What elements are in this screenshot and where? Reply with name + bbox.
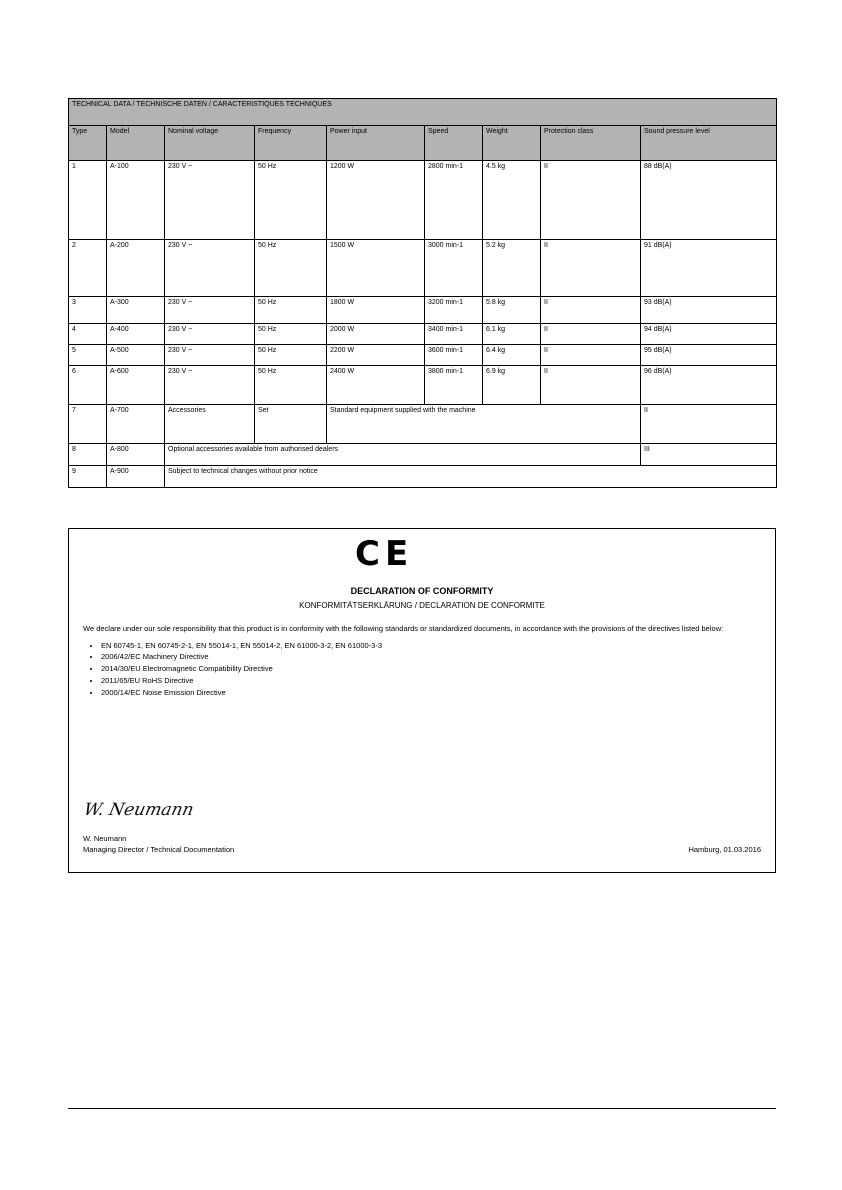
table-row [69,324,777,345]
declaration-paragraph: We declare under our sole responsibility that this product is in conformity with the following standards or standardized documents, in accordance with the provisions of the directives listed below: [83,623,724,633]
place-and-date: Hamburg, 01.03.2016 [688,845,761,855]
signature-image: W. Neumann [81,800,196,821]
cell-sound: 93 dB(A) [641,297,777,324]
signer-role: Managing Director / Technical Documentation [83,845,235,855]
table-title-row [69,99,777,126]
declaration-subtitle: KONFORMITÄTSERKLÄRUNG / DECLARATION DE CONFORMITE [299,601,545,611]
cell-frequency: 50 Hz [255,324,327,345]
table-row-merged [69,444,777,466]
cell-model: A-900 [107,466,165,488]
column-header-frequency: Frequency [255,126,327,161]
declaration-title: DECLARATION OF CONFORMITY [350,586,494,596]
cell-voltage: 230 V ~ [165,366,255,405]
table-row-merged [69,405,777,444]
cell-protection: II [541,345,641,366]
cell-voltage: 230 V ~ [165,324,255,345]
cell-model: A-100 [107,161,165,240]
column-header-protection-class: Protection class [541,126,641,161]
list-item: • EN 60745-1, EN 60745-2-1, EN 55014-1, EN 55014-2, EN 61000-3-2, EN 61000-3-3 [101,641,761,652]
column-header-power-input: Power input [327,126,425,161]
cell-type: 8 [69,444,107,466]
column-header-model: Model [107,126,165,161]
cell-protection: II [541,324,641,345]
list-item: • 2000/14/EC Noise Emission Directive [101,688,761,699]
cell-type: 4 [69,324,107,345]
cell-weight: 5.2 kg [483,240,541,297]
cell-weight: 6.1 kg [483,324,541,345]
cell-type: 1 [69,161,107,240]
cell-protection: II [541,161,641,240]
cell-optional-note: Optional accessories available from authorised dealers [165,444,641,466]
signer-name: W. Neumann [83,834,127,844]
column-header-speed: Speed [425,126,483,161]
cell-model: A-500 [107,345,165,366]
table-title: TECHNICAL DATA / TECHNISCHE DATEN / CARACTERISTIQUES TECHNIQUES [69,99,777,126]
list-item: • 2006/42/EC Machinery Directive [101,652,761,663]
cell-weight: 4.5 kg [483,161,541,240]
table-row [69,240,777,297]
cell-frequency: 50 Hz [255,240,327,297]
cell-voltage: 230 V ~ [165,345,255,366]
cell-accessories-kind: Set [255,405,327,444]
cell-model: A-200 [107,240,165,297]
cell-protection: III [641,444,777,466]
standards-list [101,641,761,699]
list-item: • 2011/65/EU RoHS Directive [101,676,761,687]
cell-voltage: 230 V ~ [165,240,255,297]
cell-speed: 3400 min-1 [425,324,483,345]
ce-mark-icon: CE [355,534,414,574]
table-header-row [69,126,777,161]
cell-weight: 6.9 kg [483,366,541,405]
cell-protection: II [541,297,641,324]
cell-type: 2 [69,240,107,297]
cell-speed: 2800 min-1 [425,161,483,240]
cell-weight: 6.4 kg [483,345,541,366]
cell-type: 3 [69,297,107,324]
column-header-nominal-voltage: Nominal voltage [165,126,255,161]
cell-frequency: 50 Hz [255,161,327,240]
cell-frequency: 50 Hz [255,345,327,366]
cell-accessories-note: Standard equipment supplied with the machine [327,405,641,444]
declaration-of-conformity-box [68,528,776,873]
column-header-weight: Weight [483,126,541,161]
cell-protection: II [541,240,641,297]
cell-sound: 88 dB(A) [641,161,777,240]
cell-sound: 96 dB(A) [641,366,777,405]
cell-sound: 94 dB(A) [641,324,777,345]
cell-power: 2200 W [327,345,425,366]
cell-power: 1800 W [327,297,425,324]
cell-model: A-700 [107,405,165,444]
cell-model: A-800 [107,444,165,466]
table-row [69,366,777,405]
cell-speed: 3800 min-1 [425,366,483,405]
cell-power: 1500 W [327,240,425,297]
cell-frequency: 50 Hz [255,297,327,324]
column-header-type: Type [69,126,107,161]
cell-type: 5 [69,345,107,366]
table-row [69,297,777,324]
cell-model: A-600 [107,366,165,405]
cell-speed: 3200 min-1 [425,297,483,324]
signature-block [83,798,403,856]
cell-model: A-400 [107,324,165,345]
cell-type: 9 [69,466,107,488]
cell-accessories-label: Accessories [165,405,255,444]
cell-power: 1200 W [327,161,425,240]
cell-type: 7 [69,405,107,444]
footer-divider [68,1108,776,1109]
cell-model: A-300 [107,297,165,324]
column-header-sound-pressure-level: Sound pressure level [641,126,777,161]
table-row-merged [69,466,777,488]
technical-data-table [68,98,777,488]
list-item: • 2014/30/EU Electromagnetic Compatibility Directive [101,664,761,675]
cell-type: 6 [69,366,107,405]
cell-frequency: 50 Hz [255,366,327,405]
cell-voltage: 230 V ~ [165,297,255,324]
cell-protection: II [541,366,641,405]
table-row [69,161,777,240]
cell-speed: 3000 min-1 [425,240,483,297]
cell-protection: II [641,405,777,444]
cell-changes-note: Subject to technical changes without prior notice [165,466,777,488]
cell-sound: 95 dB(A) [641,345,777,366]
cell-power: 2400 W [327,366,425,405]
cell-weight: 5.8 kg [483,297,541,324]
cell-speed: 3600 min-1 [425,345,483,366]
cell-voltage: 230 V ~ [165,161,255,240]
cell-power: 2000 W [327,324,425,345]
cell-sound: 91 dB(A) [641,240,777,297]
table-row [69,345,777,366]
